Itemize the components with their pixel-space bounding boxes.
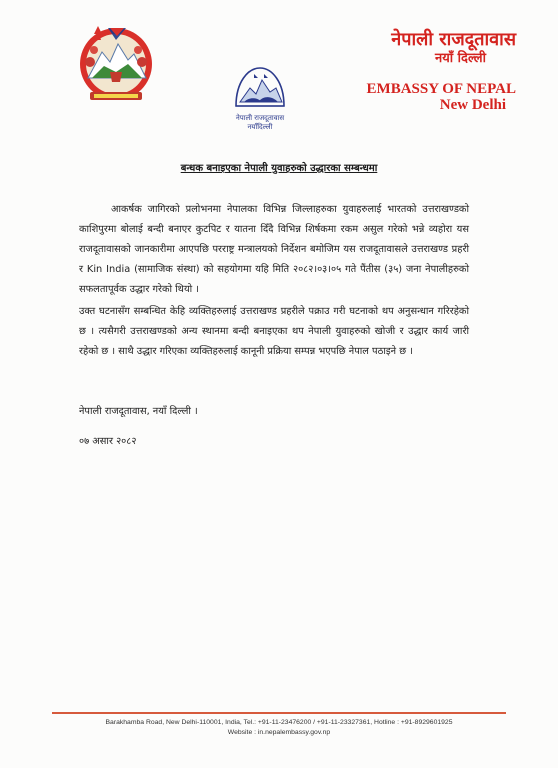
embassy-logo-caption [214, 114, 306, 133]
paragraph-1-text: आकर्षक जागिरको प्रलोभनमा नेपालका विभिन्न जिल्लाहरुका युवाहरुलाई भारतको उत्तराखण्डको काशिपुरमा बोलाई बन्दी बनाएर कुटपिट र यातना दिँदै विभिन्न शिर्षकमा रकम असुल गरेको भन्ने व्यहोरा यस राजदूतावासको जानकारीमा आएपछि परराष्ट्र मन्त्रालयको निर्देशन बमोजिम यस राजदूतावासले उत्तराखण्ड प्रहरी र Kin India (सामाजिक संस्था) को सहयोगमा यहि मिति २०८२।०३।०५ गते पैंतीस (३५) जना नेपालीहरुको सफलतापूर्वक उद्धार गरेको थियो । [79, 204, 469, 295]
nepal-coat-of-arms-icon [70, 22, 162, 106]
logo-caption-line1: नेपाली राजदूतावास [235, 114, 285, 122]
body-paragraph-1 [79, 200, 469, 300]
body-paragraph-2 [79, 302, 469, 362]
embassy-city-nepali: नयाँ दिल्ली [435, 50, 486, 66]
letter-subject [0, 160, 558, 174]
paragraph-2-text: उक्त घटनासँग सम्बन्धित केहि व्यक्तिहरुलाई उत्तराखण्ड प्रहरीले पक्राउ गरी घटनाको थप अनुसन्धान गरिरहेको छ । त्यसैगरी उत्तराखण्डको अन्य स्थानमा बन्दी बनाइएका थप नेपाली युवाहरुको खोजी र उद्धार कार्य जारी रहेको छ । साथै उद्धार गरिएका व्यक्तिहरुलाई कानूनी प्रक्रिया सम्पन्न भएपछि नेपाल पठाइने छ । [79, 306, 469, 357]
subject-text: बन्धक बनाइएका नेपाली युवाहरुको उद्धारका सम्बन्धमा [180, 163, 378, 174]
embassy-city-english: New Delhi [439, 97, 506, 114]
footer-website: Website : in.nepalembassy.gov.np [227, 728, 331, 736]
footer [0, 718, 558, 738]
letterhead [316, 30, 516, 115]
embassy-name-english: EMBASSY OF NEPAL [366, 80, 516, 97]
embassy-logo-icon [228, 62, 292, 114]
footer-divider [52, 712, 506, 714]
letter-date: ०७ असार २०८२ [79, 436, 137, 447]
embassy-name-nepali: नेपाली राजदूतावास [391, 29, 516, 50]
signature-line: नेपाली राजदूतावास, नयाँ दिल्ली । [79, 406, 198, 417]
footer-address: Barakhamba Road, New Delhi-110001, India, Tel.: +91-11-23476200 / +91-11-23327361, Hotline : +91-8929601925 [105, 719, 453, 726]
logo-caption-line2: नयाँदिल्ली [247, 123, 273, 132]
